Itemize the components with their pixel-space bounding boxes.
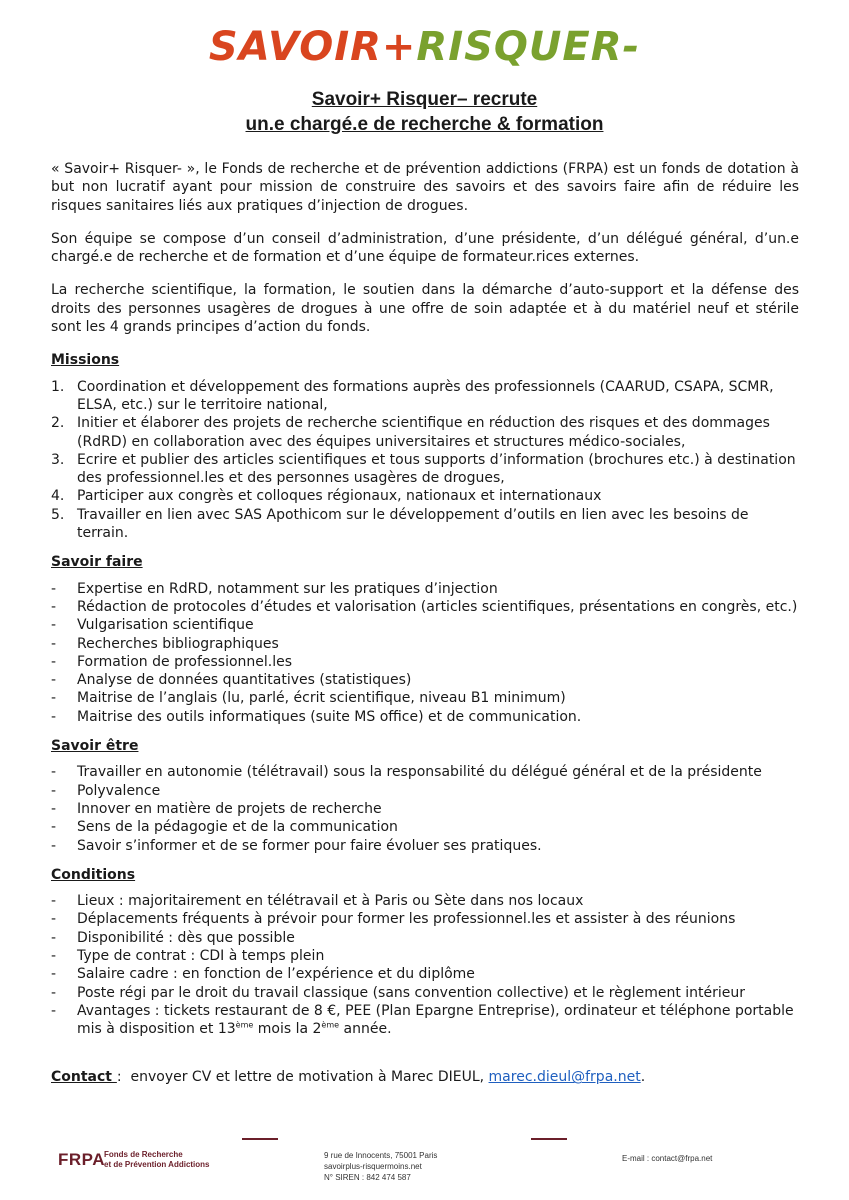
dash-bullet: - <box>51 1002 57 1019</box>
frpa-logo: FRPA <box>58 1150 106 1169</box>
savoir-faire-text: Expertise en RdRD, notamment sur les pratiques d’injection <box>77 580 498 597</box>
dash-bullet: - <box>51 635 57 652</box>
mission-number: 1. <box>51 378 65 395</box>
dash-bullet: - <box>51 764 57 781</box>
missions-list <box>51 378 799 543</box>
missions-heading: Missions <box>51 352 120 369</box>
savoir-etre-item <box>51 782 799 800</box>
intro-paragraph-1: « Savoir+ Risquer- », le Fonds de recherche et de prévention addictions (FRPA) est un fonds de dotation à but non lucratif ayant pour mission de construire des savoirs et des savoirs faire afin de réduire les risques sanitaires liés aux pratiques d’injection de drogues. <box>51 161 799 214</box>
mission-item <box>51 451 799 488</box>
savoir-etre-text: Savoir s’informer et de se former pour faire évoluer ses pratiques. <box>77 837 542 854</box>
condition-item <box>51 965 799 983</box>
mission-item <box>51 378 799 415</box>
contact-email-link[interactable]: marec.dieul@frpa.net <box>488 1069 641 1086</box>
frpa-full-name <box>104 1150 210 1170</box>
dash-bullet: - <box>51 947 57 964</box>
mission-number: 3. <box>51 451 65 468</box>
dash-bullet: - <box>51 929 57 946</box>
condition-item <box>51 892 799 910</box>
footer-divider <box>531 1138 567 1140</box>
savoir-faire-item <box>51 653 799 671</box>
mission-item <box>51 414 799 451</box>
condition-text: Poste régi par le droit du travail classique (sans convention collective) et le règlement intérieur <box>77 984 746 1001</box>
mission-item <box>51 487 799 505</box>
dash-bullet: - <box>51 598 57 615</box>
dash-bullet: - <box>51 837 57 854</box>
frpa-name-line-2: et de Prévention Addictions <box>104 1160 210 1169</box>
avantages-text-end: année. <box>339 1021 392 1038</box>
savoir-faire-text: Vulgarisation scientifique <box>77 617 254 634</box>
condition-item <box>51 910 799 928</box>
savoir-faire-item <box>51 598 799 616</box>
page-footer <box>0 1138 849 1188</box>
savoir-faire-item <box>51 635 799 653</box>
savoir-etre-item <box>51 800 799 818</box>
footer-email: E-mail : contact@frpa.net <box>622 1154 713 1163</box>
page-title <box>0 87 849 137</box>
mission-text: Participer aux congrès et colloques régionaux, nationaux et internationaux <box>77 488 602 505</box>
dash-bullet: - <box>51 672 57 689</box>
avantages-text: Avantages : tickets restaurant de 8 €, PEE (Plan Epargne Entreprise), ordinateur et téléphone portable mis à disposition et 13 <box>77 1002 794 1038</box>
savoir-etre-list <box>51 763 799 854</box>
savoir-faire-item <box>51 708 799 726</box>
title-line-1: Savoir+ Risquer– recrute <box>311 89 538 110</box>
dash-bullet: - <box>51 690 57 707</box>
dash-bullet: - <box>51 800 57 817</box>
savoir-faire-heading: Savoir faire <box>51 554 143 571</box>
savoir-faire-text: Recherches bibliographiques <box>77 635 279 652</box>
savoir-faire-item <box>51 689 799 707</box>
savoir-etre-item <box>51 818 799 836</box>
savoir-faire-item <box>51 671 799 689</box>
savoir-etre-text: Sens de la pédagogie et de la communication <box>77 819 398 836</box>
condition-item <box>51 947 799 965</box>
dash-bullet: - <box>51 893 57 910</box>
website-line: savoirplus-risquermoins.net <box>324 1162 422 1171</box>
savoir-faire-text: Formation de professionnel.les <box>77 653 293 670</box>
condition-text: Lieux : majoritairement en télétravail et à Paris ou Sète dans nos locaux <box>77 893 584 910</box>
savoir-faire-item <box>51 580 799 598</box>
savoir-etre-text: Polyvalence <box>77 782 161 799</box>
condition-text: Type de contrat : CDI à temps plein <box>77 947 325 964</box>
savoir-etre-heading: Savoir être <box>51 738 139 755</box>
dash-bullet: - <box>51 653 57 670</box>
savoir-faire-list <box>51 580 799 726</box>
dash-bullet: - <box>51 819 57 836</box>
savoir-risquer-logo <box>0 14 849 80</box>
mission-text: Coordination et développement des formations auprès des professionnels (CAARUD, CSAPA, SCMR, ELSA, etc.) sur le territoire national, <box>77 378 774 413</box>
mission-text: Travailler en lien avec SAS Apothicom sur le développement d’outils en lien avec les besoins de terrain. <box>77 506 749 542</box>
address-line: 9 rue de Innocents, 75001 Paris <box>324 1151 438 1160</box>
dash-bullet: - <box>51 580 57 597</box>
dash-bullet: - <box>51 966 57 983</box>
intro-paragraph-2: Son équipe se compose d’un conseil d’administration, d’une présidente, d’un délégué général, d’un.e chargé.e de recherche et de formation et d’une équipe de formateur.rices externes. <box>51 230 799 266</box>
mission-number: 5. <box>51 506 65 523</box>
dash-bullet: - <box>51 708 57 725</box>
dash-bullet: - <box>51 911 57 928</box>
savoir-etre-text: Travailler en autonomie (télétravail) sous la responsabilité du délégué général et de la présidente <box>77 764 762 781</box>
savoir-faire-text: Analyse de données quantitatives (statistiques) <box>77 672 412 689</box>
dash-bullet: - <box>51 617 57 634</box>
mission-item <box>51 506 799 543</box>
footer-divider <box>242 1138 278 1140</box>
contact-line <box>51 1068 799 1086</box>
savoir-faire-text: Maitrise des outils informatiques (suite MS office) et de communication. <box>77 708 582 725</box>
siren-line: N° SIREN : 842 474 587 <box>324 1173 411 1182</box>
mission-text: Ecrire et publier des articles scientifiques et tous supports d’information (brochures etc.) à destination des professionnel.les et des personnes usagères de drogues, <box>77 451 796 487</box>
avantages-text-middle: mois la 2 <box>253 1021 322 1038</box>
dash-bullet: - <box>51 782 57 799</box>
conditions-heading: Conditions <box>51 866 136 883</box>
savoir-faire-text: Maitrise de l’anglais (lu, parlé, écrit scientifique, niveau B1 minimum) <box>77 690 566 707</box>
condition-item-avantages <box>51 1002 799 1039</box>
savoir-etre-text: Innover en matière de projets de recherche <box>77 800 382 817</box>
contact-end: . <box>640 1069 646 1086</box>
condition-item <box>51 929 799 947</box>
savoir-etre-item <box>51 763 799 781</box>
ordinal-suffix: ème <box>235 1020 254 1030</box>
condition-item <box>51 984 799 1002</box>
intro-paragraph-3: La recherche scientifique, la formation, le soutien dans la démarche d’auto-support et la défense des droits des personnes usagères de drogues à une offre de soin adaptée et à du matériel neuf et stérile sont les 4 grands principes d’action du fonds. <box>51 282 799 336</box>
condition-text: Salaire cadre : en fonction de l’expérience et du diplôme <box>77 966 475 983</box>
logo-part-savoir: SAVOIR+ <box>208 24 417 70</box>
contact-colon: : <box>116 1069 122 1086</box>
title-line-2: un.e chargé.e de recherche & formation <box>245 114 604 135</box>
savoir-faire-item <box>51 616 799 634</box>
contact-text: envoyer CV et lettre de motivation à Marec DIEUL, <box>121 1069 489 1086</box>
contact-label: Contact <box>51 1069 117 1086</box>
document-body <box>51 160 799 1087</box>
condition-text: Disponibilité : dès que possible <box>77 929 295 946</box>
mission-number: 4. <box>51 488 65 505</box>
dash-bullet: - <box>51 984 57 1001</box>
logo-part-risquer: RISQUER- <box>416 24 641 70</box>
mission-number: 2. <box>51 415 65 432</box>
conditions-list <box>51 892 799 1038</box>
frpa-name-line-1: Fonds de Recherche <box>104 1150 183 1159</box>
ordinal-suffix: ème <box>321 1020 340 1030</box>
savoir-faire-text: Rédaction de protocoles d’études et valorisation (articles scientifiques, présentations en congrès, etc.) <box>77 598 798 615</box>
condition-text: Déplacements fréquents à prévoir pour former les professionnel.les et assister à des réunions <box>77 911 736 928</box>
footer-address <box>324 1150 437 1183</box>
mission-text: Initier et élaborer des projets de recherche scientifique en réduction des risques et des dommages (RdRD) en collaboration avec des équipes universitaires et structures médico-sociales, <box>77 415 770 450</box>
savoir-etre-item <box>51 837 799 855</box>
